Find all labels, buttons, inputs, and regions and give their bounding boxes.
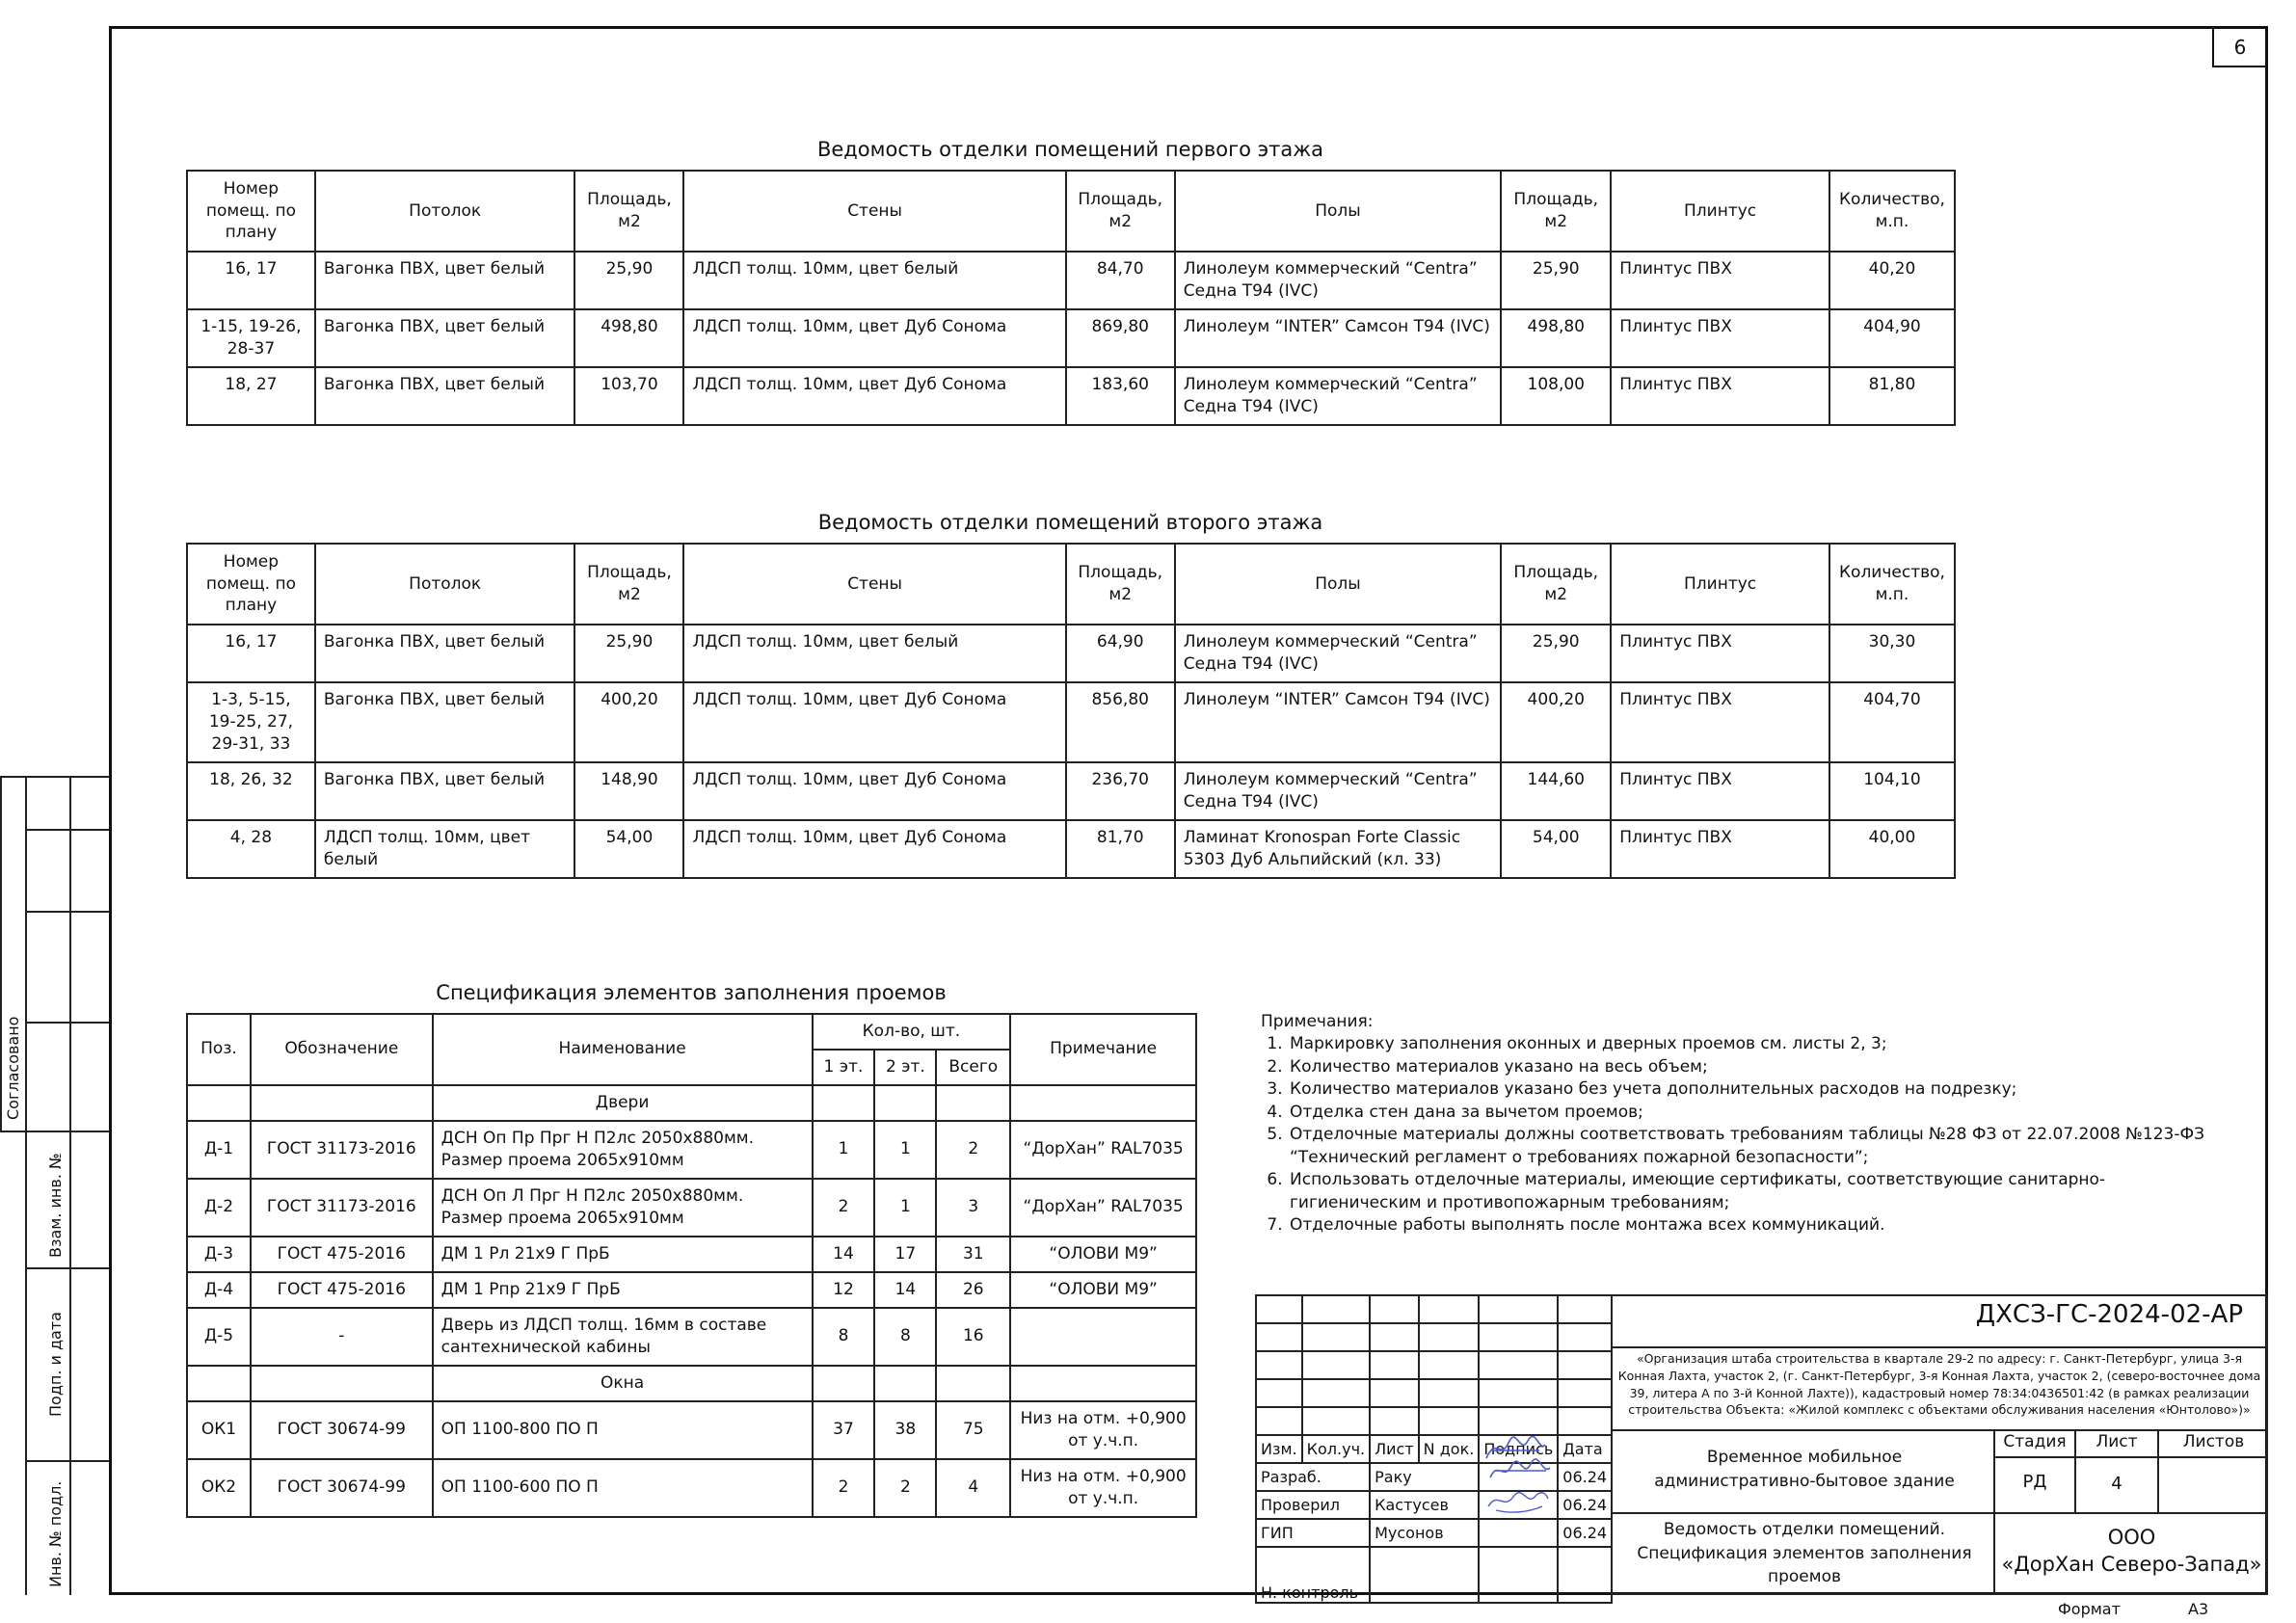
spec-cell: ГОСТ 475-2016 <box>251 1272 433 1308</box>
table2-header-cell: Стены <box>683 544 1065 625</box>
table-cell: Плинтус ПВХ <box>1611 252 1829 309</box>
role-cell: Н. контроль <box>1256 1547 1370 1603</box>
table-cell: 81,70 <box>1066 820 1175 878</box>
table-row <box>187 762 1955 820</box>
table2-header-cell: Потолок <box>315 544 575 625</box>
format-value: А3 <box>2188 1600 2209 1618</box>
table-cell: ЛДСП толщ. 10мм, цвет Дуб Сонома <box>683 820 1065 878</box>
table-cell: 84,70 <box>1066 252 1175 309</box>
table2-header-cell: Площадь, м2 <box>1501 544 1611 625</box>
spec-cell: Д-3 <box>187 1237 251 1272</box>
spec-cell: 1 <box>874 1121 936 1179</box>
table-cell: 30,30 <box>1829 625 1955 682</box>
stage-label: Стадия <box>2003 1432 2067 1451</box>
table-cell: Плинтус ПВХ <box>1611 762 1829 820</box>
table-cell: 400,20 <box>574 682 683 762</box>
table-cell: Линолеум “INTER” Самсон T94 (IVC) <box>1175 682 1502 762</box>
note-item: 3. Количество материалов указано без учета дополнительных расходов на подрезку; <box>1288 1078 2225 1101</box>
document-code: ДХСЗ-ГС-2024-02-АР <box>1975 1300 2243 1329</box>
label-sign-date: Подп. и дата <box>46 1312 65 1417</box>
spec-cell: 4 <box>936 1459 1010 1517</box>
spec-cell: 14 <box>874 1272 936 1308</box>
table-cell: 4, 28 <box>187 820 315 878</box>
table1-header-cell: Номер помещ. по плану <box>187 171 315 252</box>
table-cell: Ламинат Kronospan Forte Classic 5303 Дуб Альпийский (кл. 33) <box>1175 820 1502 878</box>
spec-section-row <box>187 1085 1196 1121</box>
spec-cell: ДМ 1 Рл 21х9 Г ПрБ <box>433 1237 813 1272</box>
spec-cell: 26 <box>936 1272 1010 1308</box>
table-cell: Линолеум коммерческий “Centra” Седна T94 (IVC) <box>1175 367 1502 425</box>
spec-cell: 16 <box>936 1308 1010 1366</box>
table-cell: 25,90 <box>1501 252 1611 309</box>
finish-table-floor1 <box>186 170 1956 426</box>
table-cell: ЛДСП толщ. 10мм, цвет белый <box>315 820 575 878</box>
spec-row <box>187 1308 1196 1366</box>
notes-block <box>1261 1011 2225 1237</box>
spec-cell: ОП 1100-800 ПО П <box>433 1401 813 1459</box>
spec-h-name: Наименование <box>433 1014 813 1085</box>
table-cell: Плинтус ПВХ <box>1611 625 1829 682</box>
spec-cell: “ОЛОВИ М9” <box>1010 1237 1196 1272</box>
title-block-header-cell: Кол.уч. <box>1302 1435 1370 1463</box>
table-cell: 54,00 <box>1501 820 1611 878</box>
table-cell: 1-15, 19-26, 28-37 <box>187 309 315 367</box>
spec-cell: 37 <box>813 1401 875 1459</box>
spec-row <box>187 1237 1196 1272</box>
spec-section-row <box>187 1366 1196 1401</box>
signature-row <box>1256 1463 1612 1491</box>
table-cell: Вагонка ПВХ, цвет белый <box>315 309 575 367</box>
table-row <box>187 252 1955 309</box>
spec-h-qty: Кол-во, шт. <box>813 1014 1011 1050</box>
signature-row <box>1256 1547 1612 1603</box>
table-cell: Вагонка ПВХ, цвет белый <box>315 625 575 682</box>
table-cell: Линолеум коммерческий “Centra” Седна T94 (IVC) <box>1175 625 1502 682</box>
table-cell: ЛДСП толщ. 10мм, цвет белый <box>683 252 1065 309</box>
spec-cell: ОК1 <box>187 1401 251 1459</box>
table-cell: Линолеум “INTER” Самсон T94 (IVC) <box>1175 309 1502 367</box>
table-row <box>187 367 1955 425</box>
title-block-header-row <box>1256 1435 1612 1463</box>
table1-header-cell: Плинтус <box>1611 171 1829 252</box>
spec-cell: 1 <box>874 1179 936 1237</box>
table-row <box>187 682 1955 762</box>
spec-cell: “ОЛОВИ М9” <box>1010 1272 1196 1308</box>
spec-h-designation: Обозначение <box>251 1014 433 1085</box>
date-cell: 06.24 <box>1558 1519 1612 1547</box>
name-cell: Мусонов <box>1370 1519 1479 1547</box>
table-cell: 400,20 <box>1501 682 1611 762</box>
spec-cell: - <box>251 1308 433 1366</box>
table-cell: 144,60 <box>1501 762 1611 820</box>
title-block-header-cell: Дата <box>1558 1435 1612 1463</box>
table-cell: 81,80 <box>1829 367 1955 425</box>
spec-row <box>187 1272 1196 1308</box>
note-item: 1. Маркировку заполнения оконных и дверных проемов см. листы 2, 3; <box>1288 1033 2225 1055</box>
title-block-header-cell: Лист <box>1370 1435 1419 1463</box>
spec-h-note: Примечание <box>1010 1014 1196 1085</box>
signature-cell <box>1479 1519 1558 1547</box>
table1-header-cell: Площадь, м2 <box>1066 171 1175 252</box>
spec-cell: ГОСТ 475-2016 <box>251 1237 433 1272</box>
table1-header-cell: Площадь, м2 <box>574 171 683 252</box>
title-block-signature-grid <box>1255 1294 1613 1604</box>
openings-spec-table <box>186 1013 1197 1518</box>
table1-title: Ведомость отделки помещений первого этажа <box>816 138 1324 161</box>
label-agreed: Согласовано <box>4 1016 22 1120</box>
table-cell: 18, 26, 32 <box>187 762 315 820</box>
spec-cell: 75 <box>936 1401 1010 1459</box>
spec-cell: 2 <box>813 1459 875 1517</box>
spec-cell: Д-4 <box>187 1272 251 1308</box>
company-line2: «ДорХан Северо-Запад» <box>2001 1553 2262 1576</box>
table1-header-cell: Количество, м.п. <box>1829 171 1955 252</box>
spec-cell: “ДорХан” RAL7035 <box>1010 1121 1196 1179</box>
table-cell: 64,90 <box>1066 625 1175 682</box>
table1-header-row <box>187 171 1955 252</box>
building-name: Временное мобильное административно-бытовое здание <box>1654 1448 1955 1491</box>
sheet-value: 4 <box>2111 1474 2122 1494</box>
table-cell: Плинтус ПВХ <box>1611 367 1829 425</box>
spec-cell: 3 <box>936 1179 1010 1237</box>
table-cell: 148,90 <box>574 762 683 820</box>
spec-section-label: Двери <box>433 1085 813 1121</box>
spec-cell: ОК2 <box>187 1459 251 1517</box>
spec-cell: Д-1 <box>187 1121 251 1179</box>
spec-cell: 1 <box>813 1121 875 1179</box>
spec-cell: 31 <box>936 1237 1010 1272</box>
table-cell: ЛДСП толщ. 10мм, цвет Дуб Сонома <box>683 762 1065 820</box>
table-cell: 25,90 <box>1501 625 1611 682</box>
signature-cell <box>1479 1547 1558 1603</box>
notes-list <box>1261 1033 2225 1237</box>
table-cell: ЛДСП толщ. 10мм, цвет Дуб Сонома <box>683 682 1065 762</box>
spec-cell: ДСН Оп Л Прг Н П2лс 2050х880мм. Размер проема 2065х910мм <box>433 1179 813 1237</box>
title-block-header-cell: Изм. <box>1256 1435 1302 1463</box>
format-label: Формат <box>2058 1600 2121 1618</box>
spec-h-pos: Поз. <box>187 1014 251 1085</box>
table-cell: Линолеум коммерческий “Centra” Седна T94 (IVC) <box>1175 762 1502 820</box>
note-item: 7. Отделочные работы выполнять после монтажа всех коммуникаций. <box>1288 1214 2225 1237</box>
role-cell: ГИП <box>1256 1519 1370 1547</box>
spec-cell: 8 <box>874 1308 936 1366</box>
title-block-header-cell: N док. <box>1419 1435 1480 1463</box>
spec-cell: 8 <box>813 1308 875 1366</box>
table2-header-cell: Площадь, м2 <box>1066 544 1175 625</box>
table-cell: Линолеум коммерческий “Centra” Седна T94 (IVC) <box>1175 252 1502 309</box>
spec-h-floor2: 2 эт. <box>874 1050 936 1085</box>
drawing-title: Ведомость отделки помещений. Спецификация элементов заполнения проемов <box>1637 1520 1972 1587</box>
spec-cell: Дверь из ЛДСП толщ. 16мм в составе сантехнической кабины <box>433 1308 813 1366</box>
title-block <box>1255 1294 2268 1602</box>
table-cell: 16, 17 <box>187 252 315 309</box>
spec-cell: 2 <box>874 1459 936 1517</box>
signature-row <box>1256 1519 1612 1547</box>
table-cell: 40,20 <box>1829 252 1955 309</box>
title-block-header-cell: Подпись <box>1479 1435 1558 1463</box>
note-item: 5. Отделочные материалы должны соответствовать требованиям таблицы №28 ФЗ от 22.07.2008 №123-ФЗ “Технический регламент о требованиях пожарной безопасности”; <box>1288 1124 2225 1169</box>
date-cell: 06.24 <box>1558 1491 1612 1519</box>
table-cell: 856,80 <box>1066 682 1175 762</box>
table-cell: Плинтус ПВХ <box>1611 682 1829 762</box>
spec-h-floor1: 1 эт. <box>813 1050 875 1085</box>
spec-row <box>187 1121 1196 1179</box>
table-cell: Вагонка ПВХ, цвет белый <box>315 682 575 762</box>
spec-row <box>187 1179 1196 1237</box>
table2-header-row <box>187 544 1955 625</box>
role-cell: Разраб. <box>1256 1463 1370 1491</box>
table2-header-cell: Полы <box>1175 544 1502 625</box>
name-cell: Раку <box>1370 1463 1479 1491</box>
spec-cell: ОП 1100-600 ПО П <box>433 1459 813 1517</box>
table-cell: Вагонка ПВХ, цвет белый <box>315 762 575 820</box>
side-stamp <box>0 776 109 1595</box>
table-cell: 40,00 <box>1829 820 1955 878</box>
spec-row <box>187 1459 1196 1517</box>
spec-section-label: Окна <box>433 1366 813 1401</box>
spec-title: Спецификация элементов заполнения проемов <box>436 981 947 1004</box>
object-description: «Организация штаба строительства в квартале 29-2 по адресу: г. Санкт-Петербург, улица 3-я Конная Лахта, участок 2, (г. Санкт-Петербург, 3-я Конная Лахта, участок 2, (северо-восточнее дома 39, литера А по 3-й Конной Лахте)), кадастровый номер 78:34:0436501:42 (в рамках реализации строительства Объекта: «Жилой комплекс с объектами обслуживания населения «Юнтолово»)» <box>1617 1351 2261 1418</box>
table-cell: 498,80 <box>574 309 683 367</box>
date-cell <box>1558 1547 1612 1603</box>
table2-header-cell: Номер помещ. по плану <box>187 544 315 625</box>
spec-cell: ГОСТ 31173-2016 <box>251 1121 433 1179</box>
note-item: 6. Использовать отделочные материалы, имеющие сертификаты, соответствующие санитарно-гигиеническим и противопожарным требованиям; <box>1288 1169 2225 1214</box>
table-cell: 25,90 <box>574 252 683 309</box>
spec-cell: ГОСТ 31173-2016 <box>251 1179 433 1237</box>
spec-cell: 2 <box>813 1179 875 1237</box>
table-row <box>187 309 1955 367</box>
table-row <box>187 625 1955 682</box>
table-row <box>187 820 1955 878</box>
spec-cell: 38 <box>874 1401 936 1459</box>
name-cell: Кастусев <box>1370 1491 1479 1519</box>
table-cell: Вагонка ПВХ, цвет белый <box>315 367 575 425</box>
spec-cell: Низ на отм. +0,900 от у.ч.п. <box>1010 1459 1196 1517</box>
finish-table-floor2 <box>186 543 1956 879</box>
name-cell <box>1370 1547 1479 1603</box>
table-cell: 498,80 <box>1501 309 1611 367</box>
table-cell: Плинтус ПВХ <box>1611 309 1829 367</box>
table-cell: 103,70 <box>574 367 683 425</box>
sheets-label: Листов <box>2182 1432 2245 1451</box>
spec-cell <box>1010 1308 1196 1366</box>
table-cell: 54,00 <box>574 820 683 878</box>
spec-cell: Д-5 <box>187 1308 251 1366</box>
label-inv-replace: Взам. инв. № <box>46 1153 65 1258</box>
spec-cell: ДСН Оп Пр Прг Н П2лс 2050х880мм. Размер проема 2065х910мм <box>433 1121 813 1179</box>
table2-title: Ведомость отделки помещений второго этажа <box>817 511 1323 534</box>
table1-header-cell: Полы <box>1175 171 1502 252</box>
stage-value: РД <box>2022 1472 2047 1492</box>
table-cell: 183,60 <box>1066 367 1175 425</box>
table2-header-cell: Площадь, м2 <box>574 544 683 625</box>
sheet-label: Лист <box>2096 1432 2138 1451</box>
spec-cell: 12 <box>813 1272 875 1308</box>
table-cell: 404,90 <box>1829 309 1955 367</box>
table2-header-cell: Плинтус <box>1611 544 1829 625</box>
spec-cell: Низ на отм. +0,900 от у.ч.п. <box>1010 1401 1196 1459</box>
spec-row <box>187 1401 1196 1459</box>
spec-cell: 17 <box>874 1237 936 1272</box>
company-line1: ООО <box>2107 1526 2156 1549</box>
role-cell: Проверил <box>1256 1491 1370 1519</box>
table-cell: 869,80 <box>1066 309 1175 367</box>
signature-row <box>1256 1491 1612 1519</box>
table-cell: 236,70 <box>1066 762 1175 820</box>
notes-heading: Примечания: <box>1261 1012 1374 1031</box>
table-cell: ЛДСП толщ. 10мм, цвет Дуб Сонома <box>683 309 1065 367</box>
label-inv-orig: Инв. № подл. <box>46 1480 65 1587</box>
spec-cell: 14 <box>813 1237 875 1272</box>
signature-kastusev-icon <box>1486 1456 1554 1485</box>
spec-cell: ДМ 1 Рпр 21х9 Г ПрБ <box>433 1272 813 1308</box>
table-cell: Плинтус ПВХ <box>1611 820 1829 878</box>
spec-h-total: Всего <box>936 1050 1010 1085</box>
table-cell: 404,70 <box>1829 682 1955 762</box>
spec-cell: ГОСТ 30674-99 <box>251 1459 433 1517</box>
table-cell: 25,90 <box>574 625 683 682</box>
sheet-number-box <box>2212 26 2268 67</box>
note-item: 2. Количество материалов указано на весь объем; <box>1288 1056 2225 1078</box>
note-item: 4. Отделка стен дана за вычетом проемов; <box>1288 1102 2225 1124</box>
spec-cell: Д-2 <box>187 1179 251 1237</box>
sheet-number: 6 <box>2233 35 2247 59</box>
table1-header-cell: Площадь, м2 <box>1501 171 1611 252</box>
spec-cell: 2 <box>936 1121 1010 1179</box>
date-cell: 06.24 <box>1558 1463 1612 1491</box>
table1-header-cell: Потолок <box>315 171 575 252</box>
table2-header-cell: Количество, м.п. <box>1829 544 1955 625</box>
table-cell: ЛДСП толщ. 10мм, цвет Дуб Сонома <box>683 367 1065 425</box>
table-cell: 16, 17 <box>187 625 315 682</box>
table-cell: 104,10 <box>1829 762 1955 820</box>
spec-cell: ГОСТ 30674-99 <box>251 1401 433 1459</box>
table-cell: 18, 27 <box>187 367 315 425</box>
table-cell: Вагонка ПВХ, цвет белый <box>315 252 575 309</box>
signature-musonov-icon <box>1484 1483 1552 1516</box>
table1-header-cell: Стены <box>683 171 1065 252</box>
table-cell: 1-3, 5-15, 19-25, 27, 29-31, 33 <box>187 682 315 762</box>
table-cell: ЛДСП толщ. 10мм, цвет белый <box>683 625 1065 682</box>
table-cell: 108,00 <box>1501 367 1611 425</box>
spec-cell: “ДорХан” RAL7035 <box>1010 1179 1196 1237</box>
